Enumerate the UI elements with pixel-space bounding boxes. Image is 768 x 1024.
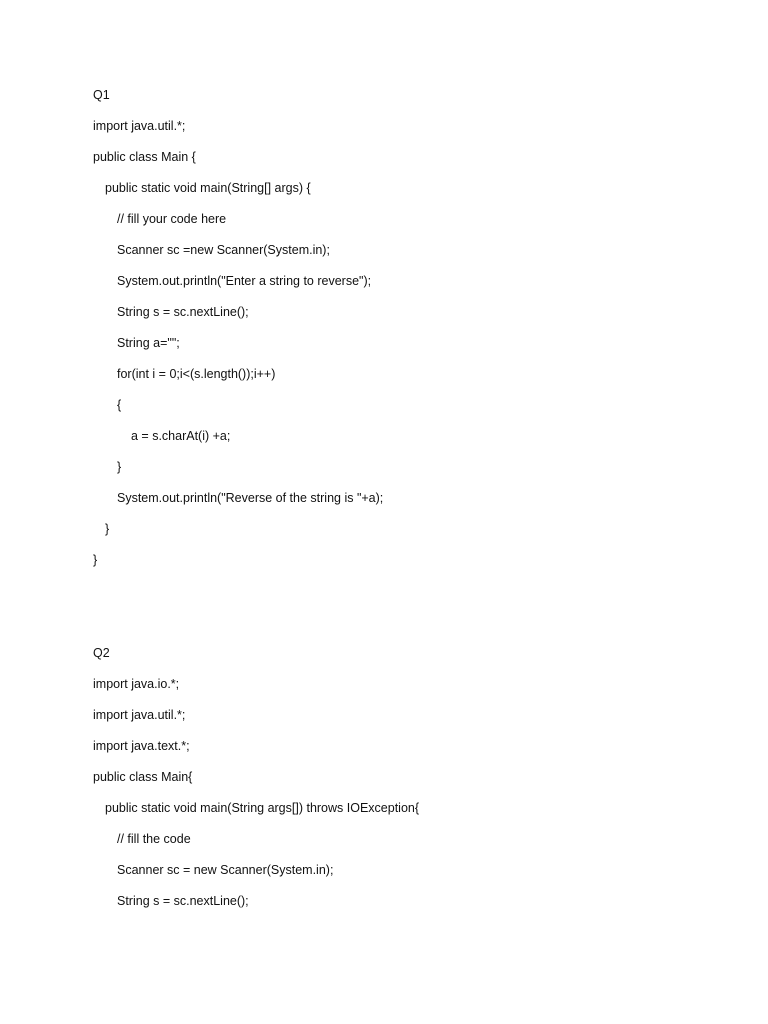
question-1-label: Q1 xyxy=(93,88,110,102)
code-line: } xyxy=(105,522,110,536)
code-line: for(int i = 0;i<(s.length());i++) xyxy=(117,367,276,381)
code-line: System.out.println("Enter a string to reverse"); xyxy=(117,274,372,288)
code-line: import java.util.*; xyxy=(93,708,186,722)
question-2-block xyxy=(93,646,733,925)
code-line: public static void main(String args[]) throws IOException{ xyxy=(105,801,420,815)
code-line: Scanner sc = new Scanner(System.in); xyxy=(117,863,334,877)
code-line: } xyxy=(93,553,98,567)
question-2-label: Q2 xyxy=(93,646,110,660)
code-line: public class Main{ xyxy=(93,770,193,784)
code-line: { xyxy=(117,398,122,412)
code-line: String s = sc.nextLine(); xyxy=(117,305,249,319)
code-line: public class Main { xyxy=(93,150,196,164)
code-line: } xyxy=(117,460,122,474)
code-comment-line: // fill the code xyxy=(117,832,191,846)
code-line: String a=""; xyxy=(117,336,180,350)
code-line: System.out.println("Reverse of the string is "+a); xyxy=(117,491,384,505)
code-line: Scanner sc =new Scanner(System.in); xyxy=(117,243,330,257)
question-1-block xyxy=(93,88,733,584)
code-line: String s = sc.nextLine(); xyxy=(117,894,249,908)
code-line: import java.io.*; xyxy=(93,677,180,691)
code-line: public static void main(String[] args) { xyxy=(105,181,311,195)
code-line: import java.text.*; xyxy=(93,739,190,753)
code-line: a = s.charAt(i) +a; xyxy=(131,429,231,443)
code-line: import java.util.*; xyxy=(93,119,186,133)
code-comment-line: // fill your code here xyxy=(117,212,227,226)
